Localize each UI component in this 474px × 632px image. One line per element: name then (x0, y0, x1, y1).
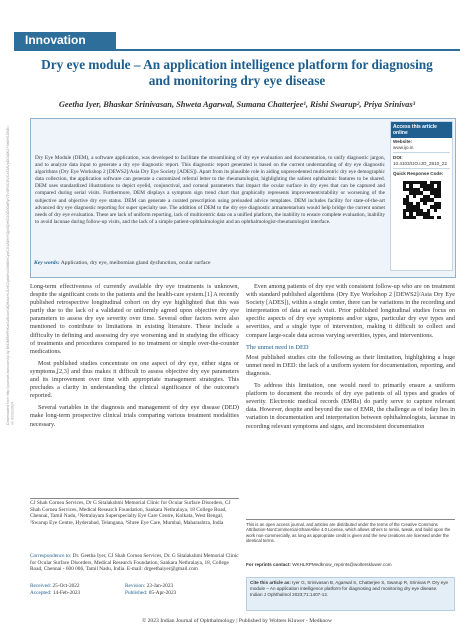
abstract-box (30, 118, 456, 278)
page-footer: © 2023 Indian Journal of Ophthalmology | Published by Wolters Kluwer - Medknow (141, 618, 332, 624)
reprints-contact (246, 562, 455, 567)
author-list: Geetha Iyer, Bhaskar Srinivasan, Shweta Agarwal, Sumana Chatterjee¹, Rishi Swarup², Priya Srinivas³ (58, 100, 416, 109)
body-paragraph: Most published studies cite the following as their limitation, highlighting a huge unmet need in DED: the lack of a uniform system for documentation, reporting, and diagnosis. (246, 353, 455, 377)
section-heading: The unmet need in DED (246, 343, 309, 351)
website-link[interactable]: www.ijo.in (393, 144, 414, 150)
section-tab: Innovation (14, 32, 116, 49)
accepted-label: Accepted: (30, 589, 52, 596)
body-paragraph: To address this limitation, one would need to primarily ensure a uniform platform to document the records of dry eye patients of all types and grades of severity. Electronic medical records (EMRs) do partly serve to capture relevant data. However, despite and beyond the use of EMR, the challenge as of today lies in variation in documentation and interpretation between ophthalmologists, lacunae in recording relevant symptoms and signs, and inconsistent documentation (246, 382, 455, 430)
qr-code-icon[interactable] (403, 181, 441, 219)
body-paragraph: Long-term effectiveness of currently available dry eye treatments is unknown, despite the significant costs to the patients and the health-care system.[1] A recently published retrospective longitudinal cohort on dry eye highlighted that this was partly due to the lack of a validated or uniformly agreed upon objective dry eye parameters to assess dry eye severity over time. Several other factors were also mentioned to contribute to limitations in existing literature. These include a difficulty in defining and assessing dry eye worsening and in studying the efficacy of treatments and procedures compared to no treatment or simple over-the-counter medications. (30, 283, 239, 355)
abstract-text: Dry Eye Module (DEM), a software application, was developed to facilitate the streamlining of dry eye evaluation and documentation, to unify diagnostic jargon, and to analyze data input to generate a dry eye diagnostic report. This diagnostic report generated is based on the current understanding of dry eye diagnostic algorithms (Dry Eye Workshop 2 [DEWS2]/Asia Dry Eye Society [ADES]). Apart from its plausible role in aiding unprecedented multicentric dry eye demographic data collection, the application software can generate a customized referral letter to the rheumatologist, highlighting the salient ophthalmic features to be shared. DEM uses standardized illustrations to depict eyelid, conjunctival, and corneal parameters that impact the ocular surface in dry eyes that can be captured and compared during serial visits. Furthermore, DEM displays a symptom sign trend chart that graphically represents improvement/stability or worsening of the subjective and objective dry eye status. DEM can generate a curated prescription using preloaded advice templates. DEM includes facility for state-of-the-art advanced dry eye diagnostic reporting for super specialty use. The addition of DEM to the dry eye diagnostic armamentarium would help bridge the current unmet needs of dry eye evaluation. These are lack of uniform reporting, lack of multicentric data on a unified platform, the inability to ensure complete evaluation, inability to avoid lacunae during follow-up visits, and the lack of a simple patient-ophthalmologist and an ophthalmologist-rheumatologist interface. (35, 155, 385, 225)
right-column (246, 283, 455, 435)
keywords-text: Application, dry eye, meibomian gland dysfunction, ocular surface (60, 260, 211, 266)
reprints-email[interactable]: WKHLRPMedknow_reprints@wolterskluwer.com (292, 562, 392, 567)
published-date (125, 590, 176, 597)
article-dates (30, 583, 239, 596)
qr-label: Quick Response Code: (393, 171, 444, 177)
divider (393, 152, 450, 153)
affiliations: CJ Shah Cornea Services, Dr G Sitalakshmi Memorial Clinic for Ocular Surface Disorders, CJ Shah Cornea Services, Medical Research Foundation, Sankara Nethralaya, 18 College Road, Chennai, Tamil Nadu, ¹Netralayam Superspecialty Eye Care Centre, Kolkata, West Bengal, ²Swarup Eye Centre, Hyderabad, Telangana, ³Shree Eye Care, Mumbai, Maharashtra, India (30, 500, 231, 526)
received-label: Received: (30, 583, 52, 589)
header-rule (14, 49, 460, 51)
correspondence-text: Dr. Geetha Iyer, CJ Shah Cornea Services, Dr. G Sitalakshmi Memorial Clinic for Ocular Surface Disorders, Medical Research Foundation, Sankara Nethralaya, 18, College Road, Chennai - 600 006, Tamil Nadu, India. E-mail: drgeethaiyer@gmail.com (30, 553, 239, 573)
license-notice: This is an open access journal, and articles are distributed under the terms of the Creative Commons Attribution-NonCommercial-ShareAlike 4.0 License, which allows others to remix, tweak, and build upon the work non-commercially, as long as appropriate credit is given and the new creations are licensed under the identical terms. (246, 519, 455, 544)
revision-label: Revision: (125, 583, 146, 589)
published-label: Published: (125, 589, 148, 596)
doi-info (391, 154, 452, 167)
citation-box (246, 577, 455, 611)
accepted-value: 14-Feb-2023 (52, 589, 81, 596)
revision-value: 23-Jan-2023 (146, 583, 174, 589)
cite-label: Cite this article as: (250, 580, 291, 585)
website-label: Website: (393, 139, 413, 144)
keywords-label: Key words: (34, 260, 60, 266)
qr-info (391, 170, 452, 178)
received-date (30, 583, 239, 590)
published-value: 05-Apr-2023 (148, 589, 177, 596)
left-column (30, 283, 239, 433)
download-watermark: Downloaded from http://journals.lww.com/ijo by BhDMf5ePHKav1zEoum1tQfN4a+kJLhEZgbsIHo4XMi0hCywCX1AWnYQp/IlQrHD3i3D0OdRyi7TvSFl4Cf3VC4/OAVpDDa8K2+Ya6H515kE= on 01/31/2024 (6, 125, 15, 425)
doi-link[interactable]: 10.4103/IJO.IJO_2810_22 (393, 160, 447, 166)
body-paragraph: Most published studies concentrate on one aspect of dry eye, either signs or symptoms,[2,3] and thus makes it difficult to assess objective dry eye parameters and its improvement over time with appropriate management strategies. This precludes a clarity in understanding the clinical significance of the outcome's reported. (30, 359, 239, 400)
correspondence-label: Correspondence to: (30, 553, 72, 559)
doi-label: DOI: (393, 155, 403, 161)
divider (393, 168, 450, 169)
article-title: Dry eye module – An application intelligence platform for diagnosing and monitoring dry eye disease (41, 57, 433, 88)
access-panel (390, 121, 453, 271)
keywords (34, 260, 384, 266)
website-info (391, 138, 452, 151)
accepted-date (30, 590, 239, 597)
cite-text: Iyer G, Srinivasan B, Agarwal S, Chatterjee S, Swarup R, Srinivas P. Dry eye module – An application intelligence platform for diagnosing and monitoring dry eye disease. Indian J Ophthalmol 2023;71:1407-12. (250, 580, 449, 597)
body-paragraph: Several variables in the diagnosis and management of dry eye disease (DED) make long-term prospective clinical trials comparing various treatment modalities necessary. (30, 404, 239, 428)
footnote-rule (30, 498, 239, 499)
correspondence (30, 553, 239, 573)
body-paragraph: Even among patients of dry eye with consistent follow-up who are on treatment with standard published algorithms (Dry Eye Workshop 2 [DEWS2]/Asia Dry Eye Society [ADES]), within a single center, there can be variations in the recording and interpretation of data at each visit. Prior published longitudinal studies focus on specific aspects of dry eye symptoms and/or signs, particular dry eye types and severities, and a single type of intervention, making it difficult to collect and compare large-scale data across varying severities, types, and interventions. (246, 283, 455, 339)
access-panel-header: Access this article online (391, 122, 452, 138)
received-value: 25-Oct-2022 (52, 583, 80, 589)
revision-date (125, 583, 173, 590)
reprints-label: For reprints contact: (246, 562, 291, 567)
